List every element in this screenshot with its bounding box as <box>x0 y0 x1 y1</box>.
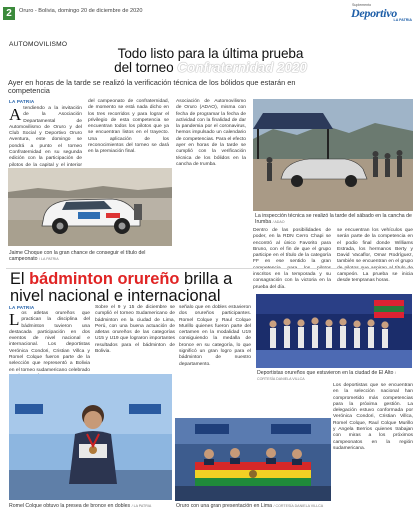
article1-column-5: se encuentran los vehículos que serán parte de la competencia en el podio final donde Williams Estrada, los hermanos Berty y David Vacaflor, Omar Rodríguez, también se encuentran en el grupo campeón. La prueba se inicia desde tempranas horas. <box>337 228 413 284</box>
article2-headline-post: brilla a <box>183 270 233 288</box>
logo-super: Suplemento <box>352 3 372 7</box>
page-number: 2 <box>3 7 15 20</box>
article2-byline: LA PATRIA <box>9 305 35 310</box>
article2-column-1: Los atletas orureños que practican la disciplina del bádminton tuvieron una destacada participación en dos eventos de nivel nacional e internacional. Los deportistas Verónica Condori, Cristian Villca y Romel Colque fueron parte de la selección que representó a Bolivia en el torneo sudamericano celebrado <box>9 310 90 373</box>
inspection-photo <box>253 99 413 211</box>
article1-dropcap: A <box>9 105 22 124</box>
rally-car-photo <box>8 168 172 246</box>
group-flag-photo <box>175 418 331 501</box>
article2-headline-highlight: bádminton orureño <box>29 270 180 288</box>
page-header <box>0 0 420 26</box>
article1-headline-highlight: Confraternidad 2020 <box>177 60 307 76</box>
photo4-caption: Oruro con una gran presentación en Lima / CORTESÍA DANIELA VILLCA <box>176 503 324 509</box>
photo5-caption: Deportistas orureños que estuvieron en la ciudad de El Alto / CORTESÍA DANIELA VILLCA <box>257 370 396 381</box>
article1-column-4: Dentro de las posibilidades de poder, en la RDN Cerro Chapi se encontró al único Favorito para Bruno, con el fin de que el grupo participe en el título de la categoría FF en ese sentido la gran inscritos en la temporada y su consagración con la victoria en la prueba del día. <box>253 228 331 290</box>
article2-headline-pre: El <box>10 270 25 288</box>
article2-headline-line2: nivel nacional e internacional <box>10 286 221 305</box>
logo-sub: LA PATRIA <box>393 18 412 22</box>
article1-column-3: Asociación de Automovilismo de Oruro (ADAO), misma con fecha de programar la fecha de actividad con la finalidad de dar la pandemia por el coronavirus, hemos impulsado un calendario de competencias. Para el efecto ayer en horas de la tarde se cumplió con la verificación técnica de los bólidos en la cancha de Irumba. <box>176 99 246 167</box>
photo2-caption: La inspección técnica se realizó la tarde del sábado en la cancha de Irumba / ADAO <box>255 213 412 225</box>
supplement-logo <box>350 3 414 21</box>
article1-headline <box>8 47 413 76</box>
article1-column-2: del campeonato de confraternidad, de momento se está nada dicho en los tres recorridos y para lograr el privilegio de esta competencia se encuentran todos los pilotos que ya se encuentran listos en el trayecto. Una aplicación de los reconocimientos del torneo se dará en la premiación final. <box>88 99 169 155</box>
photo1-caption: Jaime Choque con la gran chance de conseguir el título del campeonato / LA PATRIA <box>9 250 146 262</box>
section-divider <box>6 268 414 269</box>
article1-kicker: AUTOMOVILISMO <box>9 41 68 48</box>
article1-byline: LA PATRIA <box>9 99 35 104</box>
article1-deck: Ayer en horas de la tarde se realizó la verificación técnica de los bólidos que estarán en competencia <box>8 78 296 96</box>
photo3-caption: Romel Colque obtuvo la presea de bronce en dobles / LA PATRIA <box>9 503 152 509</box>
article2-column-2: Sobre el 9 y 15 de diciembre se cumplió el torneo Sudamericano de bádminton en la ciudad de Lima, Perú, con una buena actuación de atletas orureños de las categorías U15 y U19 que lograron importantes resultados para el bádminton de Bolivia. <box>95 305 175 355</box>
dateline: Oruro - Bolivia, domingo 20 de diciembre de 2020 <box>19 8 143 14</box>
team-photo <box>256 294 412 368</box>
athlete-medal-photo <box>9 374 172 500</box>
article1-headline-line2: del torneo <box>114 60 174 76</box>
article1-column-1: Atendiendo a la invitación de la Asociación Departamental de Automovilismo de Oruro y del Club Social y Deportivo Oruro Aventura, este domingo se pondrá a punto el torneo Confraternidad en su segunda edición con la participación de pilotos de la capital y el interior <box>9 105 82 168</box>
logo-name: Deportivo <box>351 6 397 20</box>
article2-dropcap: L <box>9 310 20 329</box>
article2-column-3: señalo que en dobles estuvieron dos orureños participantes. Romel Colque y Raul Colque Murillo quienes fueron parte del certamen en la modalidad U19 consiguiendo la medalla de bronce en su categoría, lo que significó un gran logro para el bádminton de nuestro departamento. <box>179 305 251 367</box>
article2-column-4: Los deportistas que se encuentran en la selección nacional han comprometido más competencias para la próxima gestión. La delegación estuvo conformada por Verónica Condori, Cristian Villca, Romel Colque, Raul Colque Murillo y Angela Berrios quienes trabajan con miras a los próximos campeonatos en la región sudamericana. <box>333 383 413 451</box>
article1-headline-line1: Todo listo para la última prueba <box>117 46 304 61</box>
